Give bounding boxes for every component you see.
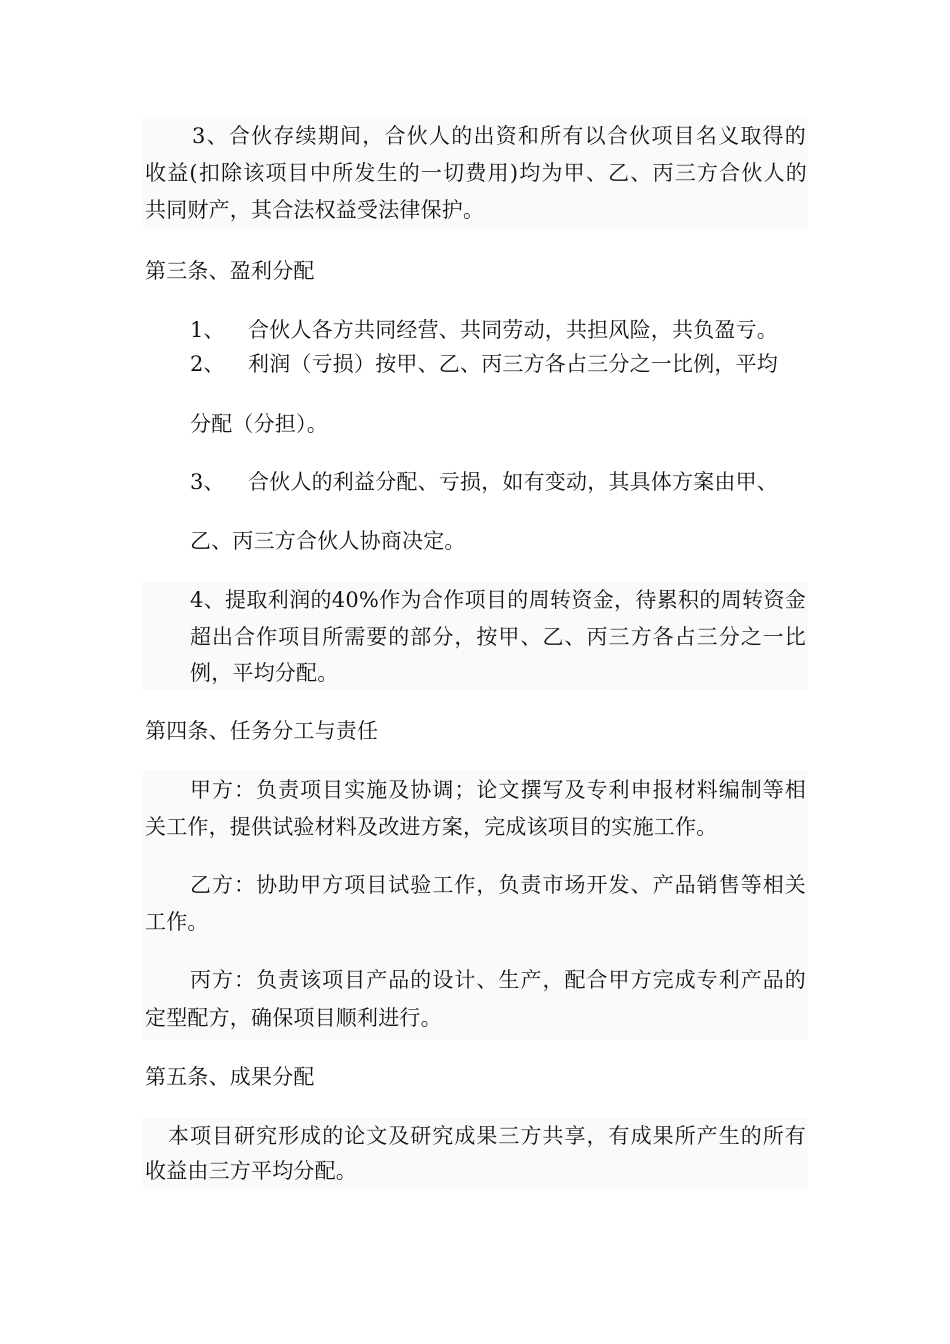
a3-item-2-number: 2、 xyxy=(190,352,225,376)
article-3-title-text: 第三条、盈利分配 xyxy=(145,259,315,283)
a3-item-2 xyxy=(190,350,778,378)
party-b-line-2 xyxy=(145,908,209,936)
a3-item-3-number: 3、 xyxy=(190,470,225,494)
party-b-line-1 xyxy=(190,871,806,899)
party-c-line-2 xyxy=(145,1004,442,1032)
para-3-line-3-text: 共同财产，其合法权益受法律保护。 xyxy=(145,198,485,222)
para-3-line-1 xyxy=(192,122,806,150)
a3-item-4-line-3-text: 例，平均分配。 xyxy=(190,661,339,685)
a3-item-1 xyxy=(190,316,778,344)
a3-item-4-line-2-text: 超出合作项目所需要的部分，按甲、乙、丙三方各占三分之一比 xyxy=(190,625,806,649)
a3-item-3-continuation xyxy=(190,527,466,555)
text-block-shade xyxy=(143,770,808,1040)
party-b-line-2-text: 工作。 xyxy=(145,910,209,934)
a5-line-2 xyxy=(145,1157,357,1185)
a3-item-4-line-1-text: 4、提取利润的40%作为合作项目的周转资金，待累积的周转资金 xyxy=(190,588,806,612)
a3-item-1-number: 1、 xyxy=(190,318,225,342)
a3-item-4-line-1 xyxy=(190,586,806,614)
article-4-title-text: 第四条、任务分工与责任 xyxy=(145,719,379,743)
a3-item-3-text: 合伙人的利益分配、亏损，如有变动，其具体方案由甲、 xyxy=(248,470,778,494)
article-4-title xyxy=(145,717,378,745)
a3-item-2-text: 利润（亏损）按甲、乙、丙三方各占三分之一比例，平均 xyxy=(248,352,778,376)
party-c-line-1 xyxy=(190,966,806,994)
a5-line-2-text: 收益由三方平均分配。 xyxy=(145,1159,357,1183)
a3-item-3-continuation-text: 乙、丙三方合伙人协商决定。 xyxy=(190,529,466,553)
para-3-line-2 xyxy=(145,159,807,187)
para-3-line-2-text: 收益(扣除该项目中所发生的一切费用)均为甲、乙、丙三方合伙人的 xyxy=(145,161,807,185)
a5-line-1 xyxy=(168,1122,806,1150)
article-3-title xyxy=(145,257,315,285)
para-3-line-3 xyxy=(145,196,484,224)
party-b-line-1-text: 乙方：协助甲方项目试验工作，负责市场开发、产品销售等相关 xyxy=(190,873,806,897)
a3-item-2-continuation xyxy=(190,410,328,438)
party-a-line-1-text: 甲方：负责项目实施及协调；论文撰写及专利申报材料编制等相 xyxy=(190,778,806,802)
a3-item-2-continuation-text: 分配（分担）。 xyxy=(190,412,328,436)
para-3-line-1-text: 3、合伙存续期间，合伙人的出资和所有以合伙项目名义取得的 xyxy=(192,124,806,148)
article-5-title-text: 第五条、成果分配 xyxy=(145,1065,315,1089)
a5-line-1-text: 本项目研究形成的论文及研究成果三方共享，有成果所产生的所有 xyxy=(168,1124,806,1148)
a3-item-4-line-2 xyxy=(190,623,806,651)
party-a-line-2-text: 关工作，提供试验材料及改进方案，完成该项目的实施工作。 xyxy=(145,815,718,839)
a3-item-3 xyxy=(190,468,778,496)
party-c-line-1-text: 丙方：负责该项目产品的设计、生产，配合甲方完成专利产品的 xyxy=(190,968,806,992)
a3-item-1-text: 合伙人各方共同经营、共同劳动，共担风险，共负盈亏。 xyxy=(248,318,778,342)
party-a-line-2 xyxy=(145,813,717,841)
a3-item-4-line-3 xyxy=(190,659,338,687)
article-5-title xyxy=(145,1063,315,1091)
party-c-line-2-text: 定型配方，确保项目顺利进行。 xyxy=(145,1006,442,1030)
party-a-line-1 xyxy=(190,776,806,804)
